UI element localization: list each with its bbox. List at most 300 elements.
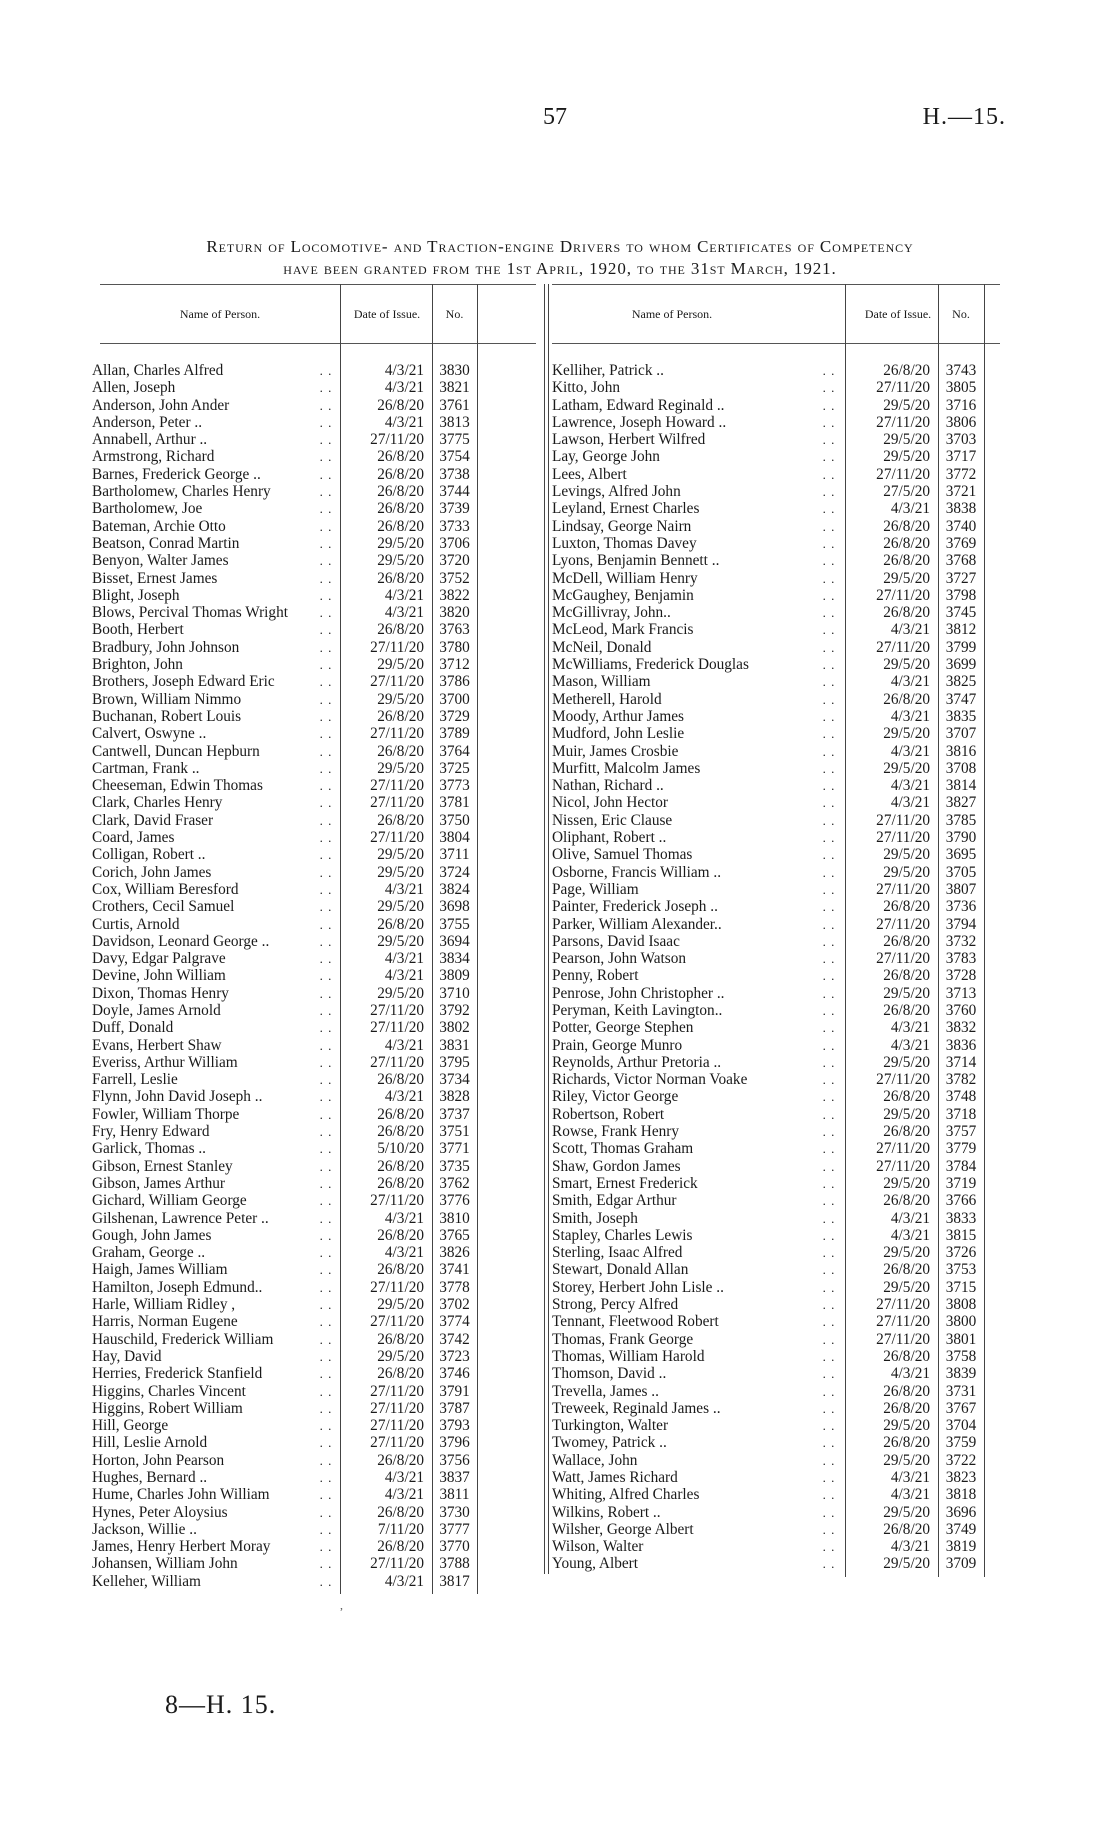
leader-dots: . . [822,864,836,880]
leader-dots: . . [822,1470,836,1485]
date-of-issue: 27/11/20 [876,950,930,968]
leader-dots: . . [822,1089,836,1105]
leader-dots: . . [319,1262,333,1278]
person-name: Lawson, Herbert Wilfred [552,431,706,449]
leader-dots: . . [822,501,836,517]
certificate-number: 3806 [945,413,977,431]
certificate-number: 3743 [945,362,977,379]
person-name: Johansen, William John [92,1555,238,1573]
leader-dots: . . [319,1452,333,1468]
date-of-issue: 26/8/20 [377,569,424,587]
person-name: Bartholomew, Charles Henry [92,483,271,501]
date-of-issue: 26/8/20 [377,517,424,535]
certificate-number: 3828 [439,1088,470,1106]
date-of-issue: 4/3/21 [384,379,424,397]
table-row [92,1088,536,1106]
leader-dots: . . [319,1573,333,1589]
table-row [552,1227,1000,1244]
person-name: Armstrong, Richard [92,448,215,466]
person-name: Painter, Frederick Joseph .. [552,898,718,916]
leader-dots: . . [822,414,836,430]
certificate-number: 3763 [439,621,470,639]
left-table-rows [92,362,536,1590]
leader-dots: . . [822,535,836,551]
person-name: Thomas, Frank George [552,1330,694,1348]
person-name: Luxton, Thomas Davey [552,534,697,552]
leader-dots: . . [822,657,836,673]
table-row [92,552,536,570]
table-row [552,777,1000,794]
certificate-number: 3793 [439,1417,470,1435]
table-row [92,950,536,968]
date-of-issue: 4/3/21 [384,604,424,622]
certificate-number: 3731 [945,1382,977,1400]
certificate-number: 3775 [439,431,470,449]
person-name: Barnes, Frederick George .. [92,465,261,483]
date-of-issue: 5/10/20 [377,1140,424,1158]
person-name: Wilkins, Robert .. [552,1503,661,1521]
date-of-issue: 26/8/20 [377,448,424,466]
person-name: Wilsher, George Albert [552,1520,694,1538]
date-of-issue: 29/5/20 [377,759,424,777]
table-row [92,829,536,847]
leader-dots: . . [319,1383,333,1399]
table-row [552,1158,1000,1175]
date-of-issue: 27/11/20 [876,915,930,933]
table-row [92,1434,536,1452]
table-row [552,1417,1000,1434]
person-name: Fry, Henry Edward [92,1123,210,1141]
date-of-issue: 26/8/20 [883,1520,930,1538]
table-row [92,621,536,639]
certificate-number: 3713 [945,984,977,1002]
certificate-number: 3810 [439,1209,470,1227]
date-of-issue: 27/11/20 [876,1157,930,1175]
table-row [552,414,1000,431]
certificate-number: 3741 [439,1261,470,1279]
table-row [92,1123,536,1141]
person-name: Haigh, James William [92,1261,228,1279]
certificate-number: 3764 [439,742,470,760]
certificate-number: 3755 [439,915,470,933]
table-row [552,1088,1000,1105]
table-row [92,967,536,985]
leader-dots: . . [822,1539,836,1555]
table-row [552,1244,1000,1261]
leader-dots: . . [822,881,836,897]
leader-dots: . . [319,708,333,724]
person-name: Anderson, John Ander [92,396,230,414]
certificate-number: 3836 [945,1036,977,1054]
person-name: Lawrence, Joseph Howard .. [552,413,727,431]
table-row [92,413,536,431]
column-rule [477,284,478,1594]
person-name: Rowse, Frank Henry [552,1123,680,1141]
leader-dots: . . [319,587,333,603]
person-name: Garlick, Thomas .. [92,1140,206,1158]
person-name: Curtis, Arnold [92,915,180,933]
person-name: Bartholomew, Joe [92,500,203,518]
leader-dots: . . [822,795,836,811]
table-row [552,1071,1000,1088]
certificate-number: 3711 [439,846,470,864]
date-of-issue: 29/5/20 [883,1417,930,1435]
person-name: Crothers, Cecil Samuel [92,898,235,916]
certificate-number: 3746 [439,1365,470,1383]
person-name: Hume, Charles John William [92,1486,270,1504]
title-line-2: have been granted from the 1st April, 1920, to the 31st March, 1921. [283,259,837,278]
person-name: Cartman, Frank .. [92,759,200,777]
certificate-number: 3704 [945,1417,977,1435]
person-name: Moody, Arthur James [552,707,684,725]
certificate-number: 3695 [945,846,977,864]
date-of-issue: 27/11/20 [370,1313,424,1331]
certificate-number: 3726 [945,1244,977,1262]
person-name: McDell, William Henry [552,569,698,587]
person-name: Osborne, Francis William .. [552,863,722,881]
date-of-issue: 26/8/20 [377,1174,424,1192]
leader-dots: . . [822,1504,836,1520]
person-name: Brothers, Joseph Edward Eric [92,673,275,691]
date-of-issue: 27/11/20 [370,1001,424,1019]
person-name: Twomey, Patrick .. [552,1434,667,1452]
date-of-issue: 26/8/20 [883,534,930,552]
leader-dots: . . [822,899,836,915]
date-of-issue: 29/5/20 [883,431,930,449]
leader-dots: . . [319,535,333,551]
date-of-issue: 4/3/21 [384,1036,424,1054]
person-name: Brown, William Nimmo [92,690,242,708]
certificate-number: 3787 [439,1399,470,1417]
leader-dots: . . [319,1366,333,1382]
table-row [552,881,1000,898]
leader-dots: . . [822,933,836,949]
date-of-issue: 27/11/20 [370,777,424,795]
header-no: No. [952,306,970,321]
leader-dots: . . [822,812,836,828]
person-name: Gichard, William George [92,1192,247,1210]
person-name: Levings, Alfred John [552,483,681,501]
date-of-issue: 27/11/20 [370,725,424,743]
date-of-issue: 27/11/20 [876,379,930,397]
person-name: Farrell, Leslie [92,1071,178,1089]
person-name: Reynolds, Arthur Pretoria .. [552,1053,722,1071]
date-of-issue: 29/5/20 [883,1244,930,1262]
certificate-number: 3807 [945,880,977,898]
leader-dots: . . [319,1124,333,1140]
date-of-issue: 4/3/21 [384,1088,424,1106]
certificate-number: 3728 [945,967,977,985]
leader-dots: . . [822,1037,836,1053]
certificate-number: 3694 [439,932,470,950]
person-name: Metherell, Harold [552,690,662,708]
table-row [92,431,536,449]
leader-dots: . . [319,933,333,949]
leader-dots: . . [822,760,836,776]
person-name: Colligan, Robert .. [92,846,206,864]
table-row [92,1503,536,1521]
person-name: Blows, Percival Thomas Wright [92,604,288,622]
table-row [92,742,536,760]
table-row [552,1331,1000,1348]
leader-dots: . . [319,881,333,897]
person-name: Bateman, Archie Otto [92,517,226,535]
table-row [92,1019,536,1037]
date-of-issue: 29/5/20 [883,569,930,587]
table-row [92,673,536,691]
date-of-issue: 29/5/20 [883,759,930,777]
table-row [552,570,1000,587]
certificate-number: 3708 [945,759,977,777]
certificate-number: 3771 [439,1140,470,1158]
certificate-number: 3772 [945,465,977,483]
person-name: Smith, Edgar Arthur [552,1192,677,1210]
date-of-issue: 4/3/21 [890,1209,930,1227]
certificate-number: 3818 [945,1486,977,1504]
person-name: Potter, George Stephen [552,1019,694,1037]
table-title [105,236,1015,280]
date-of-issue: 26/8/20 [377,483,424,501]
table-row [552,1383,1000,1400]
leader-dots: . . [319,605,333,621]
date-of-issue: 29/5/20 [377,552,424,570]
certificate-number: 3719 [945,1174,977,1192]
leader-dots: . . [822,466,836,482]
leader-dots: . . [319,518,333,534]
leader-dots: . . [822,1521,836,1537]
certificate-number: 3813 [439,413,470,431]
certificate-number: 3717 [945,448,977,466]
certificate-number: 3729 [439,707,470,725]
person-name: Cox, William Beresford [92,880,239,898]
date-of-issue: 26/8/20 [883,898,930,916]
leader-dots: . . [822,587,836,603]
person-name: Gilshenan, Lawrence Peter .. [92,1209,269,1227]
person-name: Richards, Victor Norman Voake [552,1071,748,1089]
date-of-issue: 29/5/20 [883,863,930,881]
date-of-issue: 4/3/21 [890,673,930,691]
leader-dots: . . [319,380,333,396]
date-of-issue: 26/8/20 [883,1123,930,1141]
leader-dots: . . [319,951,333,967]
certificate-number: 3788 [439,1555,470,1573]
leader-dots: . . [822,830,836,846]
leader-dots: . . [822,1141,836,1157]
certificate-number: 3811 [439,1486,470,1504]
certificate-number: 3815 [945,1226,977,1244]
person-name: Blight, Joseph [92,586,180,604]
leader-dots: . . [319,363,333,378]
certificate-number: 3709 [945,1555,977,1573]
certificate-number: 3761 [439,396,470,414]
person-name: Gibson, James Arthur [92,1174,225,1192]
page-number: 57 [543,104,567,130]
certificate-number: 3801 [945,1330,977,1348]
leader-dots: . . [319,778,333,794]
table-row [552,1210,1000,1227]
certificate-number: 3812 [945,621,977,639]
leader-dots: . . [319,1054,333,1070]
table-row [552,725,1000,742]
certificate-number: 3782 [945,1071,977,1089]
date-of-issue: 26/8/20 [883,1088,930,1106]
leader-dots: . . [319,726,333,742]
table-row [552,864,1000,881]
leader-dots: . . [822,847,836,863]
certificate-number: 3754 [439,448,470,466]
leader-dots: . . [822,968,836,984]
certificate-number: 3733 [439,517,470,535]
date-of-issue: 27/11/20 [876,586,930,604]
person-name: Wilson, Walter [552,1538,644,1556]
date-of-issue: 26/8/20 [377,465,424,483]
certificate-number: 3702 [439,1296,470,1314]
leader-dots: . . [822,518,836,534]
leader-dots: . . [822,778,836,794]
certificate-number: 3832 [945,1019,977,1037]
table-row [92,1226,536,1244]
table-row [552,1521,1000,1538]
leader-dots: . . [822,397,836,413]
leader-dots: . . [319,1521,333,1537]
date-of-issue: 4/3/21 [384,1244,424,1262]
person-name: Page, William [552,880,639,898]
table-row [92,396,536,414]
date-of-issue: 27/11/20 [370,431,424,449]
date-of-issue: 27/11/20 [370,1417,424,1435]
leader-dots: . . [822,1331,836,1347]
date-of-issue: 26/8/20 [883,1192,930,1210]
date-of-issue: 27/11/20 [370,1399,424,1417]
table-row [92,656,536,674]
table-row [92,1140,536,1158]
table-row [92,1520,536,1538]
certificate-number: 3794 [945,915,977,933]
leader-dots: . . [319,847,333,863]
certificate-number: 3833 [945,1209,977,1227]
person-name: Muir, James Crosbie [552,742,679,760]
table-row [552,916,1000,933]
table-row [92,1278,536,1296]
date-of-issue: 26/8/20 [883,517,930,535]
person-name: Oliphant, Robert .. [552,829,667,847]
leader-dots: . . [319,812,333,828]
person-name: Tennant, Fleetwood Robert [552,1313,719,1331]
date-of-issue: 26/8/20 [883,1382,930,1400]
leader-dots: . . [319,397,333,413]
date-of-issue: 4/3/21 [384,1209,424,1227]
table-row [92,811,536,829]
certificate-number: 3774 [439,1313,470,1331]
date-of-issue: 4/3/21 [384,413,424,431]
table-row [92,863,536,881]
table-row [552,379,1000,396]
date-of-issue: 4/3/21 [890,794,930,812]
certificate-number: 3808 [945,1296,977,1314]
date-of-issue: 29/5/20 [377,1347,424,1365]
table-row [552,1348,1000,1365]
table-row [92,1244,536,1262]
leader-dots: . . [319,1348,333,1364]
leader-dots: . . [319,1504,333,1520]
date-of-issue: 27/11/20 [876,1313,930,1331]
certificate-number: 3821 [439,379,470,397]
date-of-issue: 29/5/20 [883,396,930,414]
table-row [552,985,1000,1002]
leader-dots: . . [319,466,333,482]
leader-dots: . . [319,657,333,673]
person-name: Strong, Percy Alfred [552,1296,679,1314]
table-row [92,1313,536,1331]
leader-dots: . . [822,1279,836,1295]
table-row [552,933,1000,950]
leader-dots: . . [822,1245,836,1261]
certificate-number: 3725 [439,759,470,777]
date-of-issue: 29/5/20 [377,898,424,916]
certificate-number: 3714 [945,1053,977,1071]
certificate-number: 3706 [439,534,470,552]
certificate-number: 3816 [945,742,977,760]
certificate-number: 3809 [439,967,470,985]
person-name: Leyland, Ernest Charles [552,500,700,518]
person-name: Gough, John James [92,1226,212,1244]
table-row [552,1002,1000,1019]
certificate-number: 3753 [945,1261,977,1279]
certificate-number: 3805 [945,379,977,397]
leader-dots: . . [822,1210,836,1226]
leader-dots: . . [319,1158,333,1174]
person-name: Clark, Charles Henry [92,794,223,812]
table-row [92,586,536,604]
person-name: Shaw, Gordon James [552,1157,681,1175]
person-name: Murfitt, Malcolm James [552,759,701,777]
table-row [552,483,1000,500]
date-of-issue: 27/11/20 [370,1382,424,1400]
date-of-issue: 4/3/21 [890,1538,930,1556]
person-name: Anderson, Peter .. [92,413,203,431]
certificate-number: 3802 [439,1019,470,1037]
table-row [552,604,1000,621]
table-row [552,794,1000,811]
leader-dots: . . [822,1435,836,1451]
left-table [92,284,536,1590]
person-name: Duff, Donald [92,1019,174,1037]
table-row [552,621,1000,638]
person-name: Everiss, Arthur William [92,1053,238,1071]
leader-dots: . . [822,449,836,465]
header-date: Date of Issue. [864,306,932,321]
person-name: Sterling, Isaac Alfred [552,1244,683,1262]
leader-dots: . . [822,553,836,569]
certificate-number: 3766 [945,1192,977,1210]
person-name: Nissen, Eric Clause [552,811,673,829]
date-of-issue: 26/8/20 [883,1434,930,1452]
certificate-number: 3804 [439,829,470,847]
certificate-number: 3759 [945,1434,977,1452]
person-name: Storey, Herbert John Lisle .. [552,1278,724,1296]
person-name: Hay, David [92,1347,162,1365]
certificate-number: 3776 [439,1192,470,1210]
certificate-number: 3715 [945,1278,977,1296]
certificate-number: 3826 [439,1244,470,1262]
person-name: Lyons, Benjamin Bennett .. [552,552,720,570]
person-name: Hughes, Bernard .. [92,1469,208,1486]
person-name: Mason, William [552,673,651,691]
table-row [92,448,536,466]
table-row [92,984,536,1002]
leader-dots: . . [822,951,836,967]
certificate-number: 3799 [945,638,977,656]
